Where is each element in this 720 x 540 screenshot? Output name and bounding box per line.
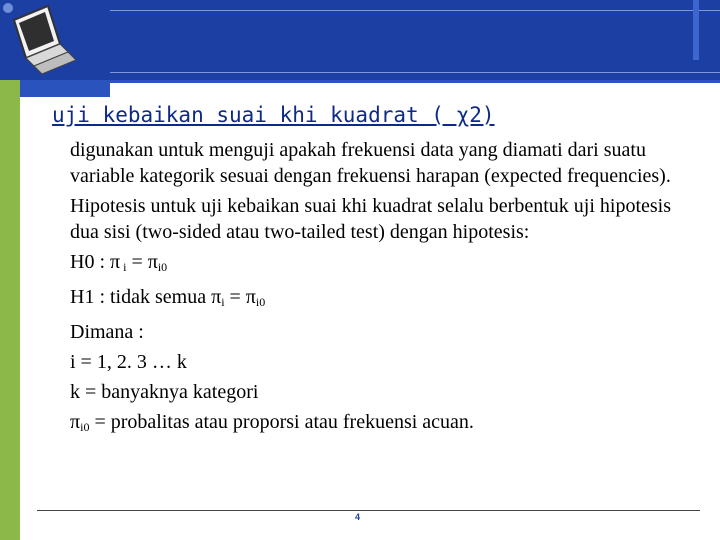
footer-rule (37, 510, 700, 511)
slide-body (70, 137, 690, 444)
logo (0, 0, 110, 80)
header-underline-block (20, 80, 110, 97)
computer-monitor-icon (0, 0, 110, 80)
header-underline (20, 80, 720, 83)
definition-k: k = banyaknya kategori (70, 381, 259, 403)
header-band (110, 0, 720, 80)
page-number: 4 (355, 512, 361, 522)
header-rule-bottom (110, 72, 720, 73)
header (0, 0, 720, 80)
header-rule-top (110, 10, 720, 11)
left-accent-bar (0, 0, 20, 540)
slide-title: uji kebaikan suai khi kuadrat ( χ2) (52, 103, 495, 127)
paragraph-definition: digunakan untuk menguji apakah frekuensi data yang diamati dari suatu variable kategorik sesuai dengan frekuensi harapan (expected frequencies). (70, 139, 671, 187)
hypothesis-h0: H0 : π $_i = \pi_{i0}$ (70, 251, 168, 274)
definition-pi: $\pi_{i0}$ = probalitas atau proporsi atau frekuensi acuan. (70, 411, 474, 434)
paragraph-hypothesis: Hipotesis untuk uji kebaikan suai khi kuadrat selalu berbentuk uji hipotesis dua sisi (two-sided atau two-tailed test) dengan hipotesis: (70, 195, 672, 243)
header-accent-bar (693, 0, 699, 60)
definition-i: i = 1, 2. 3 … k (70, 351, 187, 373)
hypothesis-h1: H1 : tidak semua $\pi_i = \pi_{i0}$ (70, 286, 266, 309)
dimana-label: Dimana : (70, 321, 144, 343)
